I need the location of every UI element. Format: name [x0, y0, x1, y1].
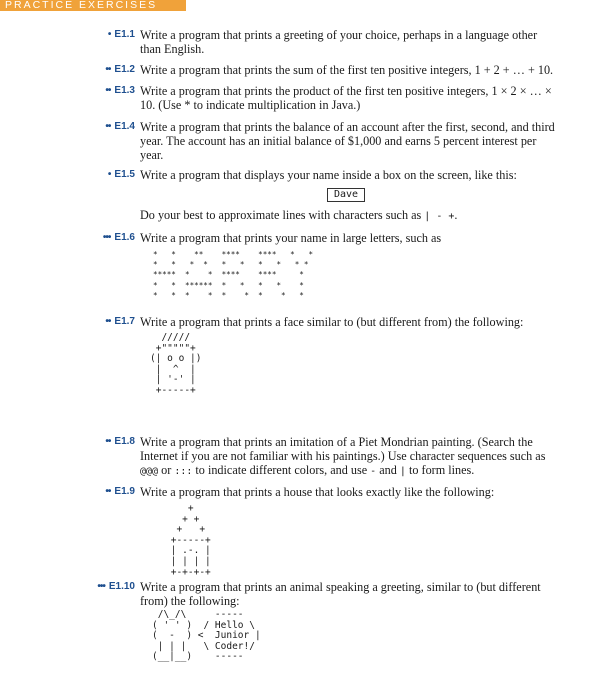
exercise-label	[105, 486, 135, 497]
text-part: to indicate different colors, and use	[192, 463, 371, 477]
exercise-label	[105, 85, 135, 96]
ascii-art-name: * * ** **** **** * * * * * * * * * * * * ***** * * **** **** * * * ****** * * * * * * * * * * * * * *	[153, 250, 314, 300]
difficulty-marker: ••	[105, 316, 111, 327]
exercise-text: Write a program that prints your name in large letters, such as	[140, 231, 442, 245]
exercise-number: E1.7	[114, 316, 135, 327]
exercise-number: E1.4	[114, 121, 135, 132]
exercise-text: Write a program that prints the product of the first ten positive integers, 1 × 2 × … × 10. (Use * to indicate multiplication in Java.)	[140, 84, 552, 112]
section-title-tab	[0, 0, 186, 11]
exercise-text: Write a program that displays your name inside a box on the screen, like this:	[140, 168, 517, 182]
exercise-text: Write a program that prints a house that looks exactly like the following:	[140, 485, 495, 499]
difficulty-marker: •••	[97, 581, 105, 592]
note-end: .	[454, 208, 458, 222]
exercise-text	[140, 435, 560, 479]
ascii-art-face: ///// +"""""+ (| o o |) | ^ | | '-' | +-----+	[150, 332, 202, 396]
code-sample: |	[399, 466, 406, 477]
difficulty-marker: ••	[105, 121, 111, 132]
code-sample: @@@	[140, 466, 159, 477]
exercise-number: E1.2	[114, 64, 135, 75]
note-chars: | - +	[424, 211, 455, 222]
name-box-sample: Dave	[327, 188, 365, 202]
exercise-label	[105, 64, 135, 75]
exercise-note	[140, 208, 560, 224]
difficulty-marker: ••	[105, 64, 111, 75]
exercise-number: E1.3	[114, 85, 135, 96]
section-title: PRACTICE EXERCISES	[5, 0, 158, 11]
exercise-number: E1.8	[114, 436, 135, 447]
exercise-text: Write a program that prints an animal speaking a greeting, similar to (but different from) the following:	[140, 580, 541, 608]
text-part: and	[376, 463, 400, 477]
exercise-text: Write a program that prints the sum of the first ten positive integers, 1 + 2 + … + 10.	[140, 63, 554, 77]
exercise-number: E1.9	[114, 486, 135, 497]
text-part: or	[158, 463, 175, 477]
exercise-text: Write a program that prints the balance of an account after the first, second, and third year. The account has an initial balance of $1,000 and earns 5 percent interest per year.	[140, 120, 555, 162]
difficulty-marker: ••	[105, 85, 111, 96]
note-text: Do your best to approximate lines with characters such as	[140, 208, 425, 222]
exercise-label	[97, 581, 135, 592]
exercise-number: E1.1	[114, 29, 135, 40]
exercise-number: E1.6	[114, 232, 135, 243]
difficulty-marker: ••	[105, 436, 111, 447]
difficulty-marker: •	[107, 169, 111, 180]
ascii-art-animal: /\_/\ ----- ( ' ' ) / Hello \ ( - ) < Junior | | | | \ Coder!/ (__|__) -----	[152, 609, 261, 663]
ascii-art-house: + + + + + +-----+ | .-. | | | | | +-+-+-+	[170, 503, 211, 578]
exercise-number: E1.5	[114, 169, 135, 180]
text-part: Write a program that prints an imitation of a Piet Mondrian painting. (Search the Internet if you are not familiar with his paintings.) Use character sequences such as	[140, 435, 546, 463]
exercise-label	[105, 316, 135, 327]
difficulty-marker: ••	[105, 486, 111, 497]
exercise-label	[105, 436, 135, 447]
exercise-text: Write a program that prints a greeting of your choice, perhaps in a language other than English.	[140, 28, 538, 56]
difficulty-marker: •	[107, 29, 111, 40]
exercise-label	[103, 232, 135, 243]
code-sample: -	[370, 466, 377, 477]
exercise-label	[108, 29, 135, 40]
exercise-text: Write a program that prints a face similar to (but different from) the following:	[140, 315, 524, 329]
difficulty-marker: •••	[102, 232, 111, 243]
exercise-number: E1.10	[108, 581, 135, 592]
code-sample: :::	[174, 466, 193, 477]
text-part: to form lines.	[405, 463, 475, 477]
exercise-label	[108, 169, 135, 180]
exercise-label	[105, 121, 135, 132]
